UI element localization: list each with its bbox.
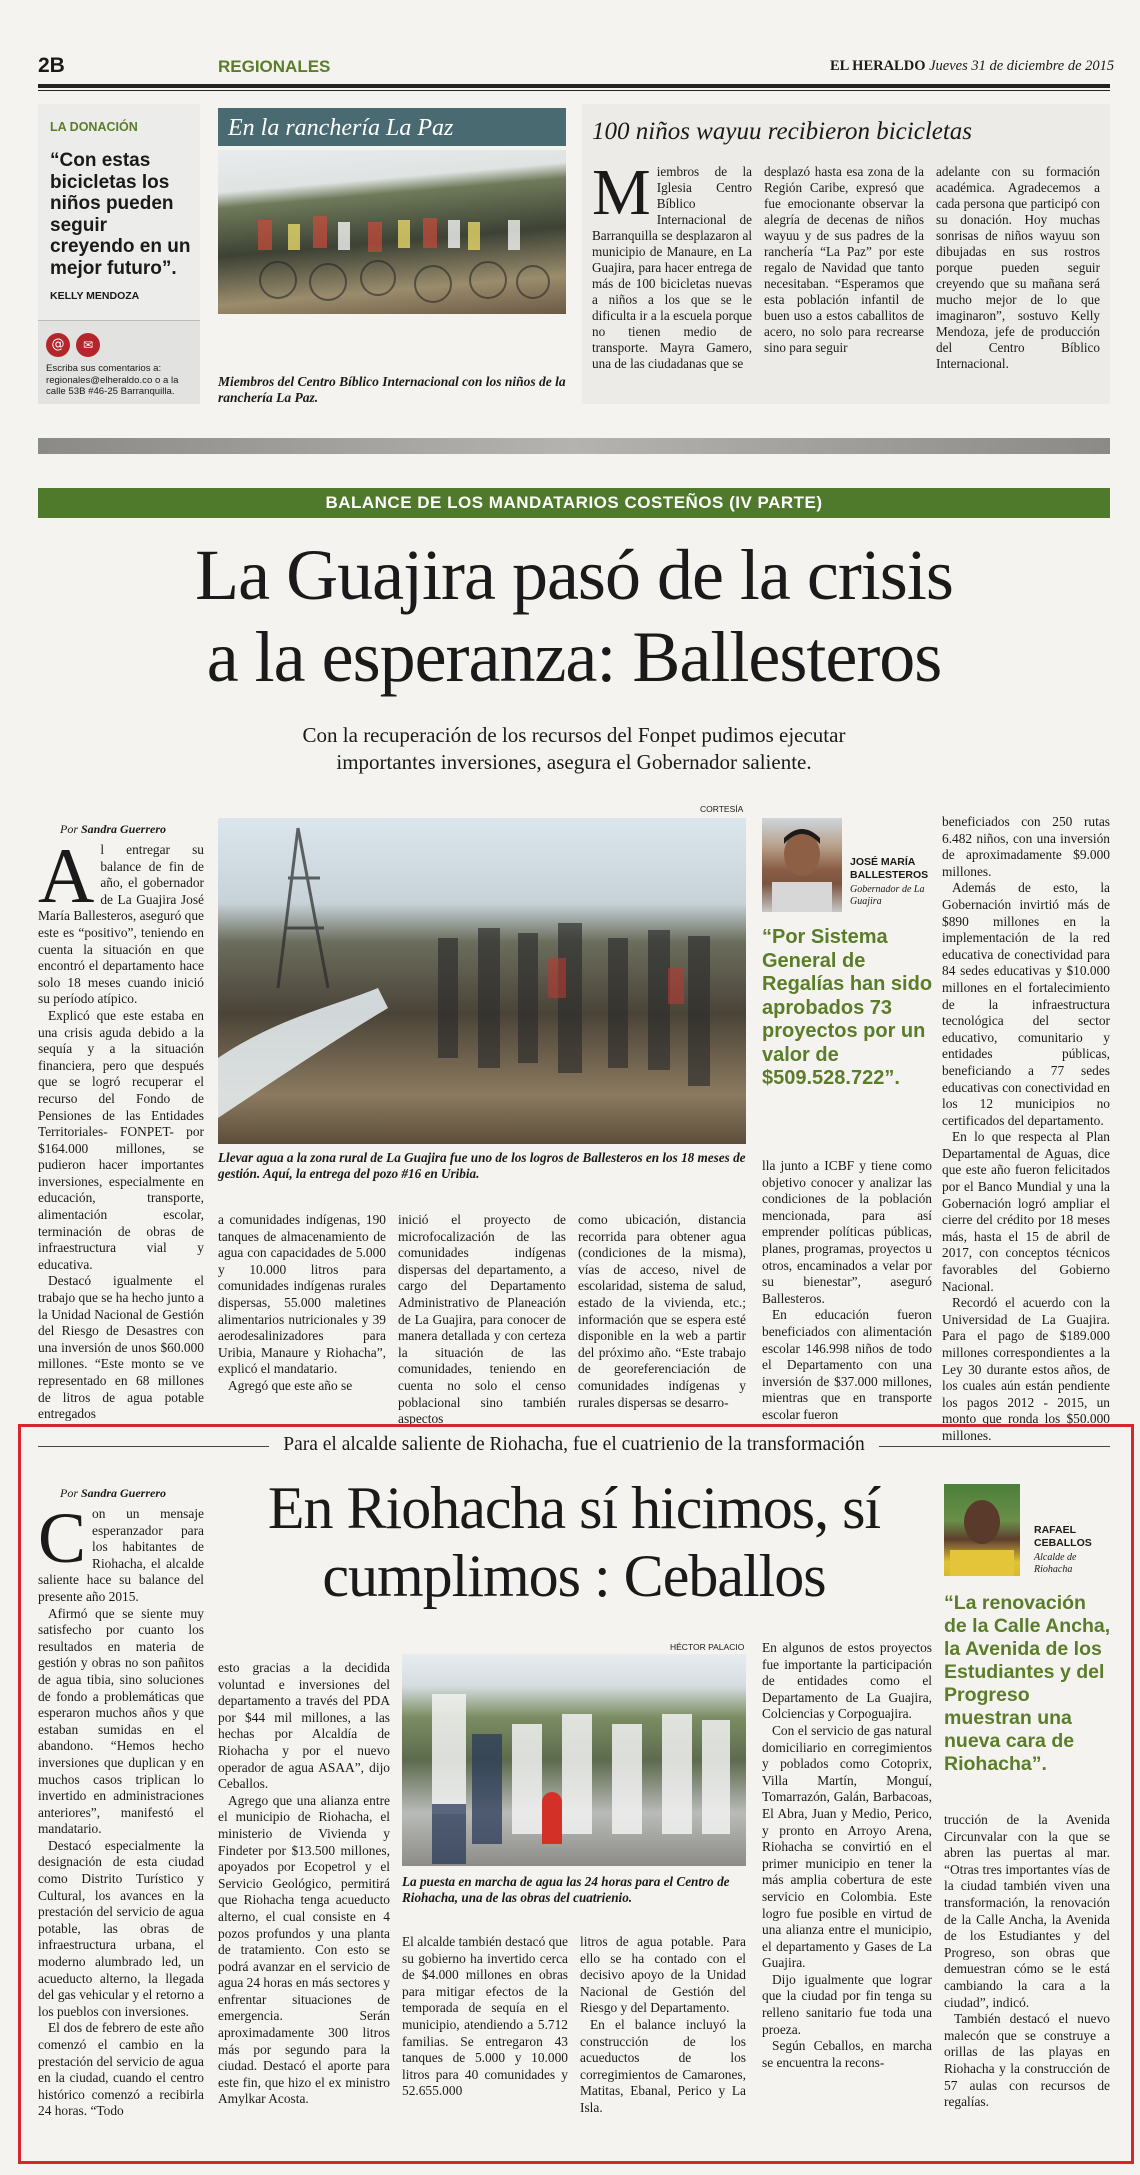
balance-pullquote: “Por Sistema General de Regalías han sido aprobados 73 proyectos por un valor de $509.528.722”. xyxy=(762,926,933,1089)
bikes-col-2: desplazó hasta esa zona de la Región Caribe, expresó que fue emocionante observar la alegría de decenas de niños wayuu y de sus padres de la ranchería “La Paz” por este regalo de Navidad que tanto necesitaban. “Esperamos que esta población infantil de buen uso a estos caballitos de acero, no solo para recrearse sino para seguir xyxy=(764,164,924,355)
riohacha-col5-p4: Según Ceballos, en marcha se encuentra la recons- xyxy=(762,2038,932,2070)
riohacha-photo xyxy=(402,1654,746,1866)
bicycles-illustration xyxy=(218,150,566,314)
balance-dropcap: A xyxy=(38,832,95,919)
ballesteros-name: JOSÉ MARÍA BALLESTEROS xyxy=(850,856,929,881)
sidebar-quote: “Con estas bicicletas los niños pueden seguir creyendo en un mejor futuro”. xyxy=(50,150,191,279)
bikes-article xyxy=(582,104,1110,404)
riohacha-col6-p1: trucción de la Avenida Circunvalar con la que se abren las puertas al mar. “Otras tres importantes vías de la ciudad también viven una transformación, la renovación de la Calle Ancha, la Avenida de los Estudiantes y del Progreso, son obras que demuestran cómo se le está cambiando la cara a la ciudad”, indicó. xyxy=(944,1812,1110,2010)
riohacha-col1-p2: Afirmó que se siente muy satisfecho por cuanto los resultados en materia de gestión y obras no son pañitos de agua tibia, sino soluciones de fondo a problemáticas que esperaron muchos años y que estaban sumidas en el abandono. “Hemos hecho inversiones que duplican y en muchos casos triplican lo invertido en administraciones anteriores”, manifestó el mandatario. xyxy=(38,1605,204,1837)
balance-col-6 xyxy=(942,814,1110,1445)
balance-col2-p1: a comunidades indígenas, 190 tanques de almacenamiento de agua con capacidades de 5.000 y 10.000 litros para comunidades indígenas rurales dispersas, 55.000 maletines alimentarios nutricionales y 39 aerodesalinizadores para Uribia, Manaure y Riohacha”, explicó el mandatario. xyxy=(218,1212,386,1377)
riohacha-col5-p2: Con el servicio de gas natural domiciliario en corregimientos y poblados como Cotoprix, Villa Martín, Monguí, Tomarrazón, Galán, Barbacoas, El Abra, Juan y Medio, Perico, y pronto en Arroyo Arena, Riohacha se convirtió en el primer municipio en tener la más amplia cobertura de este servicio en Colombia. Este logro fue posible en virtud de una alianza entre el municipio, el departamento y Gases de La Guajira. xyxy=(762,1722,932,1971)
header-rule-thin xyxy=(38,90,1110,91)
bikes-dropcap: M xyxy=(592,156,651,229)
balance-col1-p2: Explicó que este estaba en una crisis aguda debido a la sequía y a la situación financiera, pero que después que se logró recuperar el recurso del Fondo de Pensiones de las Entidades Territoriales- FONPET- por $164.000 millones, se pudieron hacer importantes inversiones, especialmente en educación, transporte, alimentación escolar, terminación de obras de infraestructura vial y educativa. xyxy=(38,1007,204,1272)
bikes-text-1: iembros de la Iglesia Centro Bíblico Internacional de Barranquilla se desplazaron al municipio de Manaure, en La Guajira, para hacer entrega de más de 100 bicicletas nuevas a niños a los que se le dificulta ir a la escuela porque no tienen medio de transporte. Mayra Gamero, una de las ciudadanas que se xyxy=(592,164,752,371)
riohacha-col1-p1: on un mensaje esperanzador para los habitantes de Riohacha, el alcalde saliente hace su balance del presente año 2015. xyxy=(38,1506,204,1604)
person-silhouette-icon xyxy=(762,818,842,912)
balance-col5-p1: lla junto a ICBF y tiene como objetivo conocer y analizar las condiciones de la población mencionada, para así emprender políticas públicas, planes, programas, proyectos u otros, encaminados a velar por su bienestar”, aseguró Ballesteros. xyxy=(762,1158,932,1306)
riohacha-col-5 xyxy=(762,1640,932,2071)
issue-date: Jueves 31 de diciembre de 2015 xyxy=(929,58,1115,74)
balance-col-4: como ubicación, distancia recorrida para obtener agua (condiciones de la misma), vías de acceso, nivel de escolaridad, sistema de salud, estado de la vivienda, etc.; información que se espera esté disponible en la web a partir del próximo año. “Este trabajo de georeferenciación de comunidades indígenas y rurales dispersas se desarro- xyxy=(578,1212,746,1410)
balance-photo xyxy=(218,818,746,1144)
sidebar-label: LA DONACIÓN xyxy=(50,120,138,134)
riohacha-headline xyxy=(218,1474,930,1610)
balance-col-1 xyxy=(38,832,204,1422)
paper-name: EL HERALDO xyxy=(830,58,926,74)
balance-col-2 xyxy=(218,1212,386,1395)
byline-name: Sandra Guerrero xyxy=(81,822,167,836)
riohacha-col4-p1: litros de agua potable. Para ello se ha contado con el decisivo apoyo de la Unidad Nacional de Gestión del Riesgo y del Departamento. xyxy=(580,1934,746,2016)
riohacha-col-3: El alcalde también destacó que su gobierno ha invertido cerca de $4.000 millones en obras para mitigar efectos de la temporada de sequía en el municipio, atendiendo a 5.712 familias. Se entregaron 43 tanques de 5.000 y 10.000 litros para 40 comunidades y 52.655.000 xyxy=(402,1934,568,2099)
section-name: REGIONALES xyxy=(218,57,331,76)
rancheria-banner-text: En la ranchería La Paz xyxy=(228,115,454,141)
water-well-illustration xyxy=(218,818,746,1144)
bikes-col-3: adelante con su formación académica. Agradecemos a cada persona que participó con su donación. Hoy muchas sonrisas de niños wayuu son dibujadas en sus rostros porque pueden seguir creyendo que su mañana será mucho mejor de lo que imaginaron”, sostuvo Kelly Mendoza, jefe de producción del Centro Bíblico Internacional. xyxy=(936,164,1100,371)
byline-name: Sandra Guerrero xyxy=(81,1486,167,1500)
riohacha-col5-p1: En algunos de estos proyectos fue importante la participación de entidades como el Departamento de La Guajira, Colciencias y Corpoguajira. xyxy=(762,1640,932,1722)
balance-caption: Llevar agua a la zona rural de La Guajira fue uno de los logros de Ballesteros en los 18 meses de gestión. Aquí, la entrega del pozo #16 en Uribia. xyxy=(218,1150,746,1181)
balance-col2-p2: Agregó que este año se xyxy=(228,1377,353,1393)
page-number: 2B xyxy=(38,54,65,77)
mail-icon: ✉ xyxy=(76,333,100,357)
ceballos-role: Alcalde de Riohacha xyxy=(1034,1552,1077,1575)
balance-col6-p4: Recordó el acuerdo con la Universidad de La Guajira. Para el pago de $189.000 millones correspondientes a la Ley 30 durante estos años, de los cuales aún están pendiente los pagos 2012 - 2015, un monto que ronda los $50.000 millones. xyxy=(942,1295,1110,1443)
riohacha-col-4 xyxy=(580,1934,746,2117)
balance-banner xyxy=(38,488,1110,518)
riohacha-col4-p2: En el balance incluyó la construcción de los acueductos de los corregimientos de Camarones, Matitas, Ebanal, Perico y La Isla. xyxy=(580,2016,746,2115)
balance-col6-p1: beneficiados con 250 rutas 6.482 niños, con una inversión de aproximadamente $9.000 millones. xyxy=(942,814,1110,879)
bikes-headline: 100 niños wayuu recibieron bicicletas xyxy=(592,118,973,145)
riohacha-photo-credit: HÉCTOR PALACIO xyxy=(670,1642,745,1652)
balance-deck xyxy=(38,722,1110,776)
byline-prefix: Por xyxy=(60,822,78,836)
ceballos-name: RAFAEL CEBALLOS xyxy=(1034,1524,1092,1549)
riohacha-dropcap: C xyxy=(38,1498,87,1578)
riohacha-col-1 xyxy=(38,1498,204,2146)
balance-col-3: inició el proyecto de microfocalización de las comunidades indígenas dispersas del departamento, a cargo del Departamento Administrativo de Planeación de La Guajira, para conocer de manera detallada y con certeza la situación de las comunidades, teniendo en cuenta no solo el censo poblacional sino también aspectos xyxy=(398,1212,566,1427)
rancheria-banner xyxy=(218,108,566,146)
rancheria-photo xyxy=(218,150,566,314)
rancheria-block xyxy=(218,104,566,404)
ceballos-portrait xyxy=(944,1484,1020,1576)
bikes-col-1 xyxy=(592,156,752,372)
riohacha-caption: La puesta en marcha de agua las 24 horas para el Centro de Riohacha, una de las obras del cuatrienio. xyxy=(402,1874,730,1905)
person-silhouette-icon xyxy=(944,1484,1020,1576)
riohacha-headline-line-2: cumplimos : Ceballos xyxy=(322,1543,826,1609)
sidebar-contact: Escriba sus comentarios a: regionales@elheraldo.co o a la calle 53B #46-25 Barranquilla. xyxy=(46,363,179,397)
balance-headline-line-2: a la esperanza: Ballesteros xyxy=(206,617,942,697)
riohacha-pullquote: “La renovación de la Calle Ancha, la Avenida de los Estudiantes y del Progreso muestran una nueva cara de Riohacha”. xyxy=(944,1592,1111,1775)
balance-col6-p3: En lo que respecta al Plan Departamental de Aguas, dice que este año fueron felicitados por el Banco Mundial y una la Gobernación logró ampliar el cierre del crédito por 18 meses más, hasta el 15 de abril de 2017, con conceptos técnicos favorables del Gobierno Nacional. xyxy=(942,1129,1110,1294)
header-rule xyxy=(38,84,1110,88)
balance-banner-text: BALANCE DE LOS MANDATARIOS COSTEÑOS (IV PARTE) xyxy=(325,493,823,512)
at-icon: @ xyxy=(46,333,70,357)
sidebar-author: KELLY MENDOZA xyxy=(50,290,140,302)
separator-band xyxy=(38,438,1110,454)
riohacha-col-2 xyxy=(218,1660,390,2108)
riohacha-col1-p3: Destacó especialmente la designación de esta ciudad como Distrito Turístico y Cultural, los avances en la prestación del servicio de agua potable, las obras de infraestructura urbana, el moderno alumbrado led, un acueducto alterno, la llegada del gas vehicular y el retorno a los pueblos con inversiones. xyxy=(38,1837,204,2019)
balance-photo-credit: CORTESÍA xyxy=(700,804,744,814)
riohacha-kicker-text: Para el alcalde saliente de Riohacha, fue el cuatrienio de la transformación xyxy=(269,1434,878,1455)
riohacha-col6-p2: También destacó el nuevo malecón que se construye a orillas de las playas en Riohacha y la construcción de 57 aulas con recursos de regalías. xyxy=(944,2011,1110,2110)
balance-headline-line-1: La Guajira pasó de la crisis xyxy=(195,535,953,615)
riohacha-col1-p4: El dos de febrero de este año comenzó el cambio en la prestación del servicio de agua en la ciudad, cuando el centro histórico comenzó a recibirla 24 horas. “Todo xyxy=(38,2020,204,2119)
balance-col5-p2: En educación fueron beneficiados con alimentación escolar 146.998 niños de todo el Departamento con una inversión de $37.000 millones, mientras que en transporte escolar fueron xyxy=(762,1307,932,1422)
riohacha-col2-p1: esto gracias a la decidida voluntad e inversiones del departamento a través del PDA por $44 mil millones, a las hechas por Alcaldía de Riohacha y por el nuevo operador de agua ASAA”, dijo Ceballos. xyxy=(218,1660,390,1792)
riohacha-col2-p2: Agrego que una alianza entre el municipio de Riohacha, el ministerio de Vivienda y Findeter por $13.500 millones, apoyados por Ecopetrol y el Servicio Geológico, permitirá que Riohacha tenga acueducto alterno, el cual consiste en 4 pozos profundos y una planta de tratamiento. Con esto se podrá avanzar en el servicio de agua 24 horas en más sectores y enfrentar situaciones de emergencia. Serán aproximadamente 300 litros más por segundo para la ciudad. Destacó el aporte para este fin, que hizo el ex ministro Amylkar Acosta. xyxy=(218,1792,390,2107)
balance-col6-p2: Además de esto, la Gobernación invirtió más de $890 millones en la implementación de la red educativa de conectividad para 84 sedes educativas y $10.000 millones en el fortalecimiento de la infraestructura tecnológica del sector educativo, comunitario y entidades públicas, beneficiando a 77 sedes educativas con conectividad en los 12 municipios no certificados del departamento. xyxy=(942,880,1110,1128)
balance-col-5 xyxy=(762,1158,932,1424)
ballesteros-portrait xyxy=(762,818,842,912)
balance-headline xyxy=(38,534,1110,698)
balance-deck-line-1: Con la recuperación de los recursos del Fonpet pudimos ejecutar xyxy=(302,723,846,747)
riohacha-col5-p3: Dijo igualmente que lograr que la ciudad por fin tenga su relleno sanitario fue toda una proeza. xyxy=(762,1971,932,2037)
balance-deck-line-2: importantes inversiones, asegura el Gobernador saliente. xyxy=(336,750,812,774)
hydrant-illustration xyxy=(402,1654,746,1866)
sidebar-contact-box xyxy=(38,320,200,404)
balance-col1-p1: l entregar su balance de fin de año, el gobernador de La Guajira José María Ballesteros, aseguró que este es “positivo”, teniendo en cuenta la situación en que encontró el departamento hace solo 18 meses cuando inició su período atípico. xyxy=(38,842,204,1007)
masthead xyxy=(830,58,1114,75)
byline-prefix: Por xyxy=(60,1486,78,1500)
balance-col1-p3: Destacó igualmente el trabajo que se ha hecho junto a la Unidad Nacional de Gestión del Riesgo de Desastres con una inversión de unos $60.000 millones. “Este monto se ve representado en 68 millones de litros de agua potable entregados xyxy=(38,1273,204,1422)
riohacha-kicker xyxy=(38,1434,1110,1456)
donation-sidebar xyxy=(38,104,200,404)
riohacha-col-6 xyxy=(944,1812,1110,2111)
ballesteros-role: Gobernador de La Guajira xyxy=(850,884,925,907)
rancheria-caption: Miembros del Centro Bíblico Internacional con los niños de la ranchería La Paz. xyxy=(218,374,566,405)
riohacha-headline-line-1: En Riohacha sí hicimos, sí xyxy=(267,1475,881,1541)
